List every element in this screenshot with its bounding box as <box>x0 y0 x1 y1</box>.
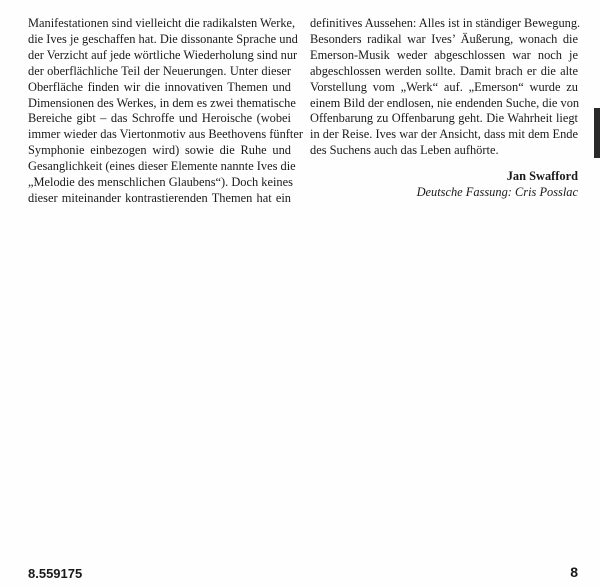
text-line: abgeschlossen werden sollte. Damit brach er die alte <box>310 63 578 78</box>
text-line: Symphonie einbezogen wird) sowie die Ruhe und <box>28 143 291 158</box>
text-line: in der Reise. Ives war der Ansicht, dass mit dem Ende <box>310 127 578 142</box>
text-line: immer wieder das Viertonmotiv aus Beethovens fünfter <box>28 127 303 142</box>
text-line: einem Bild der endlosen, nie endenden Suche, die von <box>310 95 580 110</box>
author-name: Jan Swafford <box>506 169 578 184</box>
text-line: definitives Aussehen: Alles ist in ständiger Bewegung. <box>310 16 581 30</box>
text-line: Oberfläche finden wir die innovativen Themen und <box>28 79 291 94</box>
text-line: der Verzicht auf jede wörtliche Wiederholung sind nur <box>28 47 298 62</box>
text-line: Vorstellung vom „Werk“ auf. „Emerson“ wurde zu <box>310 79 578 94</box>
text-line: Offenbarung zu Offenbarung geht. Die Wahrheit liegt <box>310 111 578 126</box>
text-line: Manifestationen sind vielleicht die radikalsten Werke, <box>28 16 296 30</box>
text-line: Bereiche gibt – das Schroffe und Heroische (wobei <box>28 111 291 126</box>
signature-block <box>310 169 578 201</box>
catalog-number: 8.559175 <box>28 566 83 581</box>
text-line: Gesanglichkeit (eines dieser Elemente nannte Ives die <box>28 159 296 174</box>
text-line: Besonders radikal war Ives’ Äußerung, wonach die <box>310 31 578 46</box>
text-line: Emerson-Musik weder abgeschlossen war noch je <box>310 47 578 62</box>
text-line: Dimensionen des Werkes, in dem es zwei thematische <box>28 95 296 110</box>
page-edge-mark <box>594 108 600 158</box>
translation-credit: Deutsche Fassung: Cris Posslac <box>416 185 578 200</box>
text-line: der oberflächliche Teil der Neuerungen. Unter dieser <box>28 63 291 78</box>
text-line: dieser miteinander kontrastierenden Themen hat ein <box>28 190 291 205</box>
right-text-column <box>310 16 581 201</box>
page-number: 8 <box>570 564 578 580</box>
text-line: „Melodie des menschlichen Glaubens“). Doch keines <box>28 175 293 190</box>
text-line: des Suchens auch das Leben aufhörte. <box>310 143 499 158</box>
left-text-column <box>28 16 303 207</box>
text-line: die Ives je geschaffen hat. Die dissonante Sprache und <box>28 31 298 46</box>
